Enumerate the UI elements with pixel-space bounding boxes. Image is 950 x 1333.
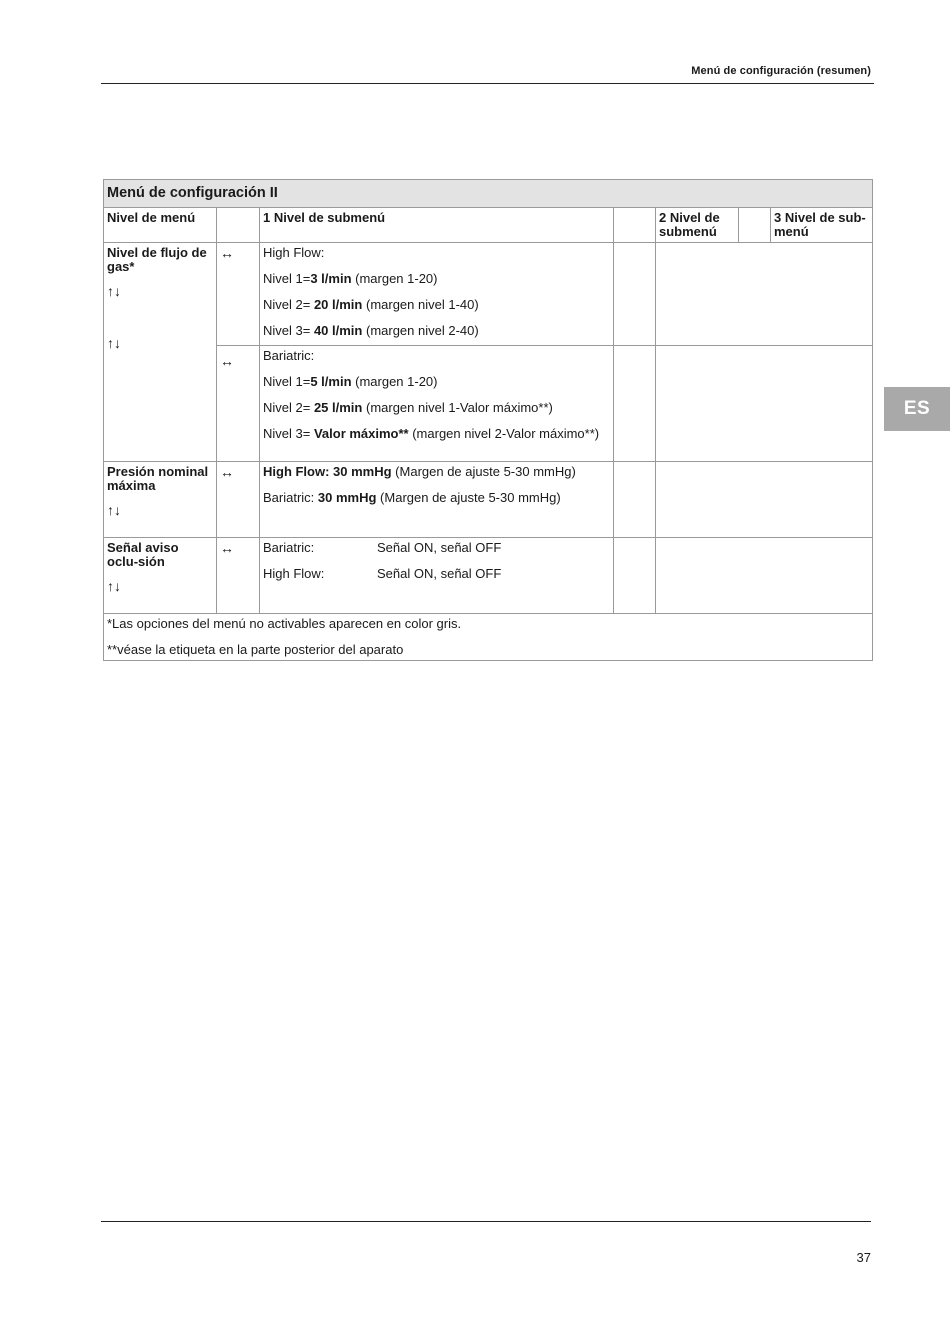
notes-cell — [104, 614, 873, 661]
note-1: *Las opciones del menú no activables aparecen en color gris. — [107, 616, 462, 631]
table-row — [104, 538, 873, 614]
empty-cell — [656, 243, 873, 346]
arrow-cell — [217, 462, 260, 538]
bariatric-level-2: Nivel 2= 25 l/min (margen nivel 1-Valor máximo**) — [263, 400, 553, 415]
gas-flow-label-cell — [104, 243, 217, 462]
bariatric-title: Bariatric: — [263, 348, 315, 363]
up-down-arrow-icon: ↑↓ — [107, 335, 121, 351]
up-down-arrow-icon: ↑↓ — [107, 578, 121, 594]
arrow-cell — [217, 538, 260, 614]
up-down-arrow-icon: ↑↓ — [107, 502, 121, 518]
header-submenu-2: 2 Nivel de submenú — [656, 208, 739, 243]
bariatric-level-3: Nivel 3= Valor máximo** (margen nivel 2-Valor máximo**) — [263, 426, 600, 441]
high-flow-title: High Flow: — [263, 245, 325, 260]
arrow-cell — [217, 346, 260, 462]
pressure-high-flow: High Flow: 30 mmHg (Margen de ajuste 5-30 mmHg) — [263, 464, 576, 479]
pressure-label: Presión nominal máxima — [107, 464, 209, 493]
up-down-arrow-icon: ↑↓ — [107, 283, 121, 299]
footer-divider — [101, 1221, 871, 1222]
header-empty-2 — [614, 208, 656, 243]
header-menu-level: Nivel de menú — [104, 208, 217, 243]
high-flow-level-1: Nivel 1=3 l/min (margen 1-20) — [263, 271, 438, 286]
pressure-bariatric: Bariatric: 30 mmHg (Margen de ajuste 5-30 mmHg) — [263, 490, 561, 505]
occlusion-label-cell — [104, 538, 217, 614]
table-row — [104, 243, 873, 346]
left-right-arrow-icon: ↔ — [220, 464, 234, 480]
header-divider — [101, 83, 874, 84]
high-flow-levels-cell — [260, 243, 614, 346]
left-right-arrow-icon: ↔ — [220, 353, 234, 369]
pressure-values-cell — [260, 462, 614, 538]
pressure-label-cell — [104, 462, 217, 538]
header-submenu-3: 3 Nivel de sub-menú — [771, 208, 873, 243]
bariatric-levels-cell — [260, 346, 614, 462]
occlusion-values-cell — [260, 538, 614, 614]
table-row — [104, 614, 873, 661]
empty-cell — [656, 538, 873, 614]
empty-cell — [614, 462, 656, 538]
arrow-cell — [217, 243, 260, 346]
language-tab[interactable]: ES — [884, 387, 950, 431]
empty-cell — [656, 462, 873, 538]
high-flow-level-3: Nivel 3= 40 l/min (margen nivel 2-40) — [263, 323, 479, 338]
high-flow-level-2: Nivel 2= 20 l/min (margen nivel 1-40) — [263, 297, 479, 312]
note-2: **véase la etiqueta en la parte posterior del aparato — [107, 642, 404, 657]
config-menu-table — [103, 179, 873, 661]
left-right-arrow-icon: ↔ — [220, 245, 234, 261]
bariatric-level-1: Nivel 1=5 l/min (margen 1-20) — [263, 374, 438, 389]
header-empty-1 — [217, 208, 260, 243]
table-row — [104, 462, 873, 538]
table-title: Menú de configuración II — [104, 180, 873, 208]
occlusion-label: Señal aviso oclu-sión — [107, 540, 179, 569]
header-empty-3 — [739, 208, 771, 243]
empty-cell — [614, 243, 656, 346]
gas-flow-label: Nivel de flujo de gas* — [107, 245, 207, 274]
left-right-arrow-icon: ↔ — [220, 540, 234, 556]
header-submenu-1: 1 Nivel de submenú — [260, 208, 614, 243]
empty-cell — [614, 346, 656, 462]
page-header-title: Menú de configuración (resumen) — [691, 65, 871, 77]
occlusion-high-flow: High Flow: Señal ON, señal OFF — [263, 566, 502, 581]
occlusion-bariatric: Bariatric: Señal ON, señal OFF — [263, 540, 502, 555]
empty-cell — [614, 538, 656, 614]
page-number: 37 — [856, 1250, 871, 1265]
empty-cell — [656, 346, 873, 462]
table-row — [104, 346, 873, 462]
